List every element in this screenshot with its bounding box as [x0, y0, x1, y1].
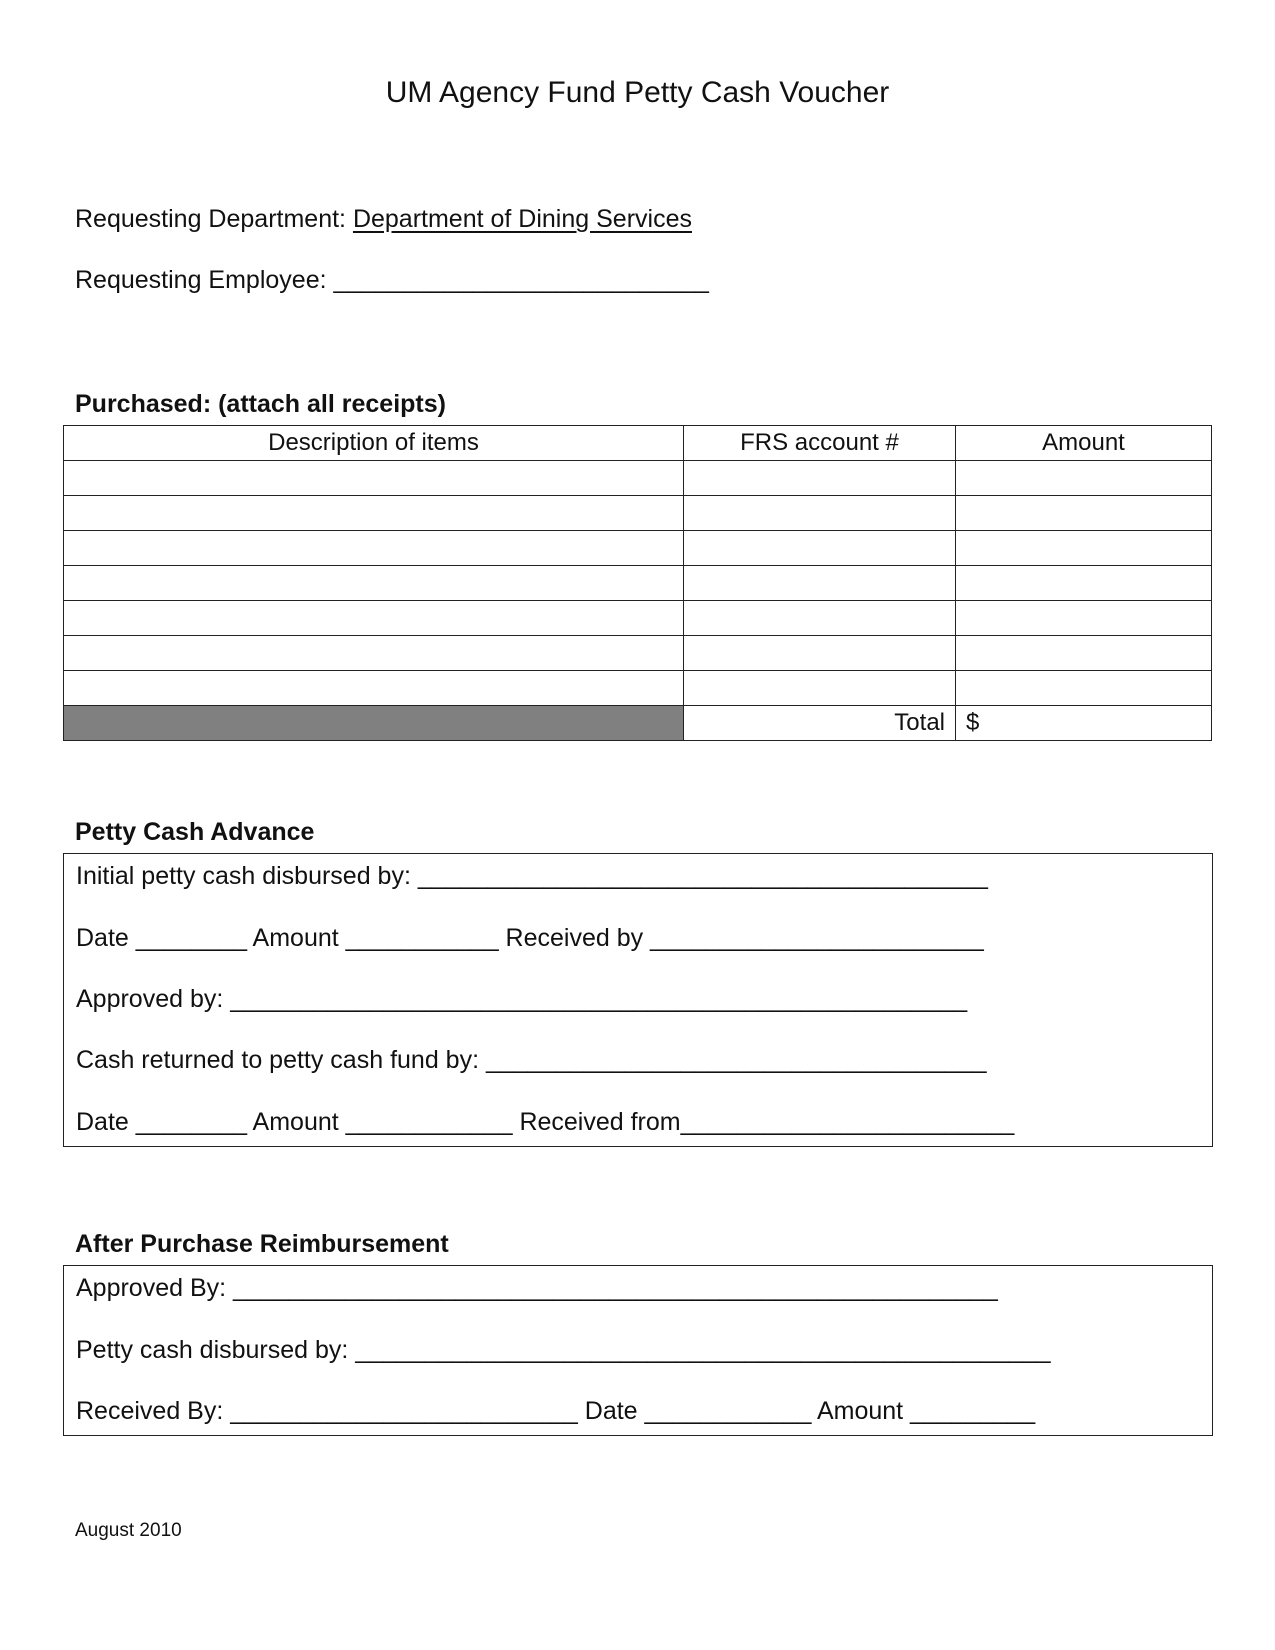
amount-cell[interactable] [956, 671, 1212, 706]
advance-approved-by-field[interactable]: Approved by: _____________________________________________________ [76, 985, 968, 1013]
amount-cell[interactable] [956, 566, 1212, 601]
footer-date: August 2010 [75, 1520, 182, 1541]
total-row [64, 706, 1212, 741]
after-purchase-heading: After Purchase Reimbursement [75, 1230, 449, 1258]
column-header-description: Description of items [64, 426, 684, 461]
frs-account-cell[interactable] [684, 531, 956, 566]
table-row [64, 671, 1212, 706]
frs-account-cell[interactable] [684, 636, 956, 671]
requesting-department-value[interactable]: Department of Dining Services [352, 205, 692, 233]
table-row [64, 566, 1212, 601]
reimbursement-disbursed-by-field[interactable]: Petty cash disbursed by: __________________________________________________ [76, 1336, 1051, 1364]
total-label: Total [684, 706, 956, 741]
amount-cell[interactable] [956, 461, 1212, 496]
total-amount-cell[interactable]: $ [956, 706, 1212, 741]
purchased-heading: Purchased: (attach all receipts) [75, 390, 446, 418]
table-row [64, 496, 1212, 531]
description-cell[interactable] [64, 636, 684, 671]
column-header-frs-account: FRS account # [684, 426, 956, 461]
description-cell[interactable] [64, 671, 684, 706]
amount-cell[interactable] [956, 636, 1212, 671]
reimbursement-received-date-amount-field[interactable]: Received By: _________________________ Date ____________ Amount _________ [76, 1397, 1036, 1425]
form-title: UM Agency Fund Petty Cash Voucher [385, 76, 890, 109]
requesting-department-row [75, 205, 692, 234]
after-purchase-box [63, 1265, 1213, 1436]
column-header-amount: Amount [956, 426, 1212, 461]
description-cell[interactable] [64, 496, 684, 531]
amount-cell[interactable] [956, 601, 1212, 636]
frs-account-cell[interactable] [684, 601, 956, 636]
shaded-cell [64, 706, 684, 741]
description-cell[interactable] [64, 461, 684, 496]
frs-account-cell[interactable] [684, 566, 956, 601]
table-header-row [64, 426, 1212, 461]
petty-cash-advance-box [63, 853, 1213, 1147]
amount-cell[interactable] [956, 531, 1212, 566]
frs-account-cell[interactable] [684, 461, 956, 496]
table-row [64, 601, 1212, 636]
advance-date-amount-received-field[interactable]: Date ________ Amount ___________ Received by ________________________ [76, 924, 984, 952]
table-row [64, 636, 1212, 671]
table-row [64, 461, 1212, 496]
requesting-department-label: Requesting Department: [75, 205, 346, 233]
table-row [64, 531, 1212, 566]
description-cell[interactable] [64, 531, 684, 566]
reimbursement-approved-by-field[interactable]: Approved By: _______________________________________________________ [76, 1274, 998, 1302]
frs-account-cell[interactable] [684, 496, 956, 531]
initial-disbursed-by-field[interactable]: Initial petty cash disbursed by: _________________________________________ [76, 862, 988, 890]
frs-account-cell[interactable] [684, 671, 956, 706]
cash-returned-by-field[interactable]: Cash returned to petty cash fund by: ____________________________________ [76, 1046, 987, 1074]
description-cell[interactable] [64, 601, 684, 636]
amount-cell[interactable] [956, 496, 1212, 531]
requesting-employee-field[interactable]: Requesting Employee: ___________________________ [75, 266, 709, 294]
description-cell[interactable] [64, 566, 684, 601]
purchased-items-table [63, 425, 1212, 741]
petty-cash-advance-heading: Petty Cash Advance [75, 818, 315, 846]
return-date-amount-received-from-field[interactable]: Date ________ Amount ____________ Received from________________________ [76, 1108, 1015, 1136]
